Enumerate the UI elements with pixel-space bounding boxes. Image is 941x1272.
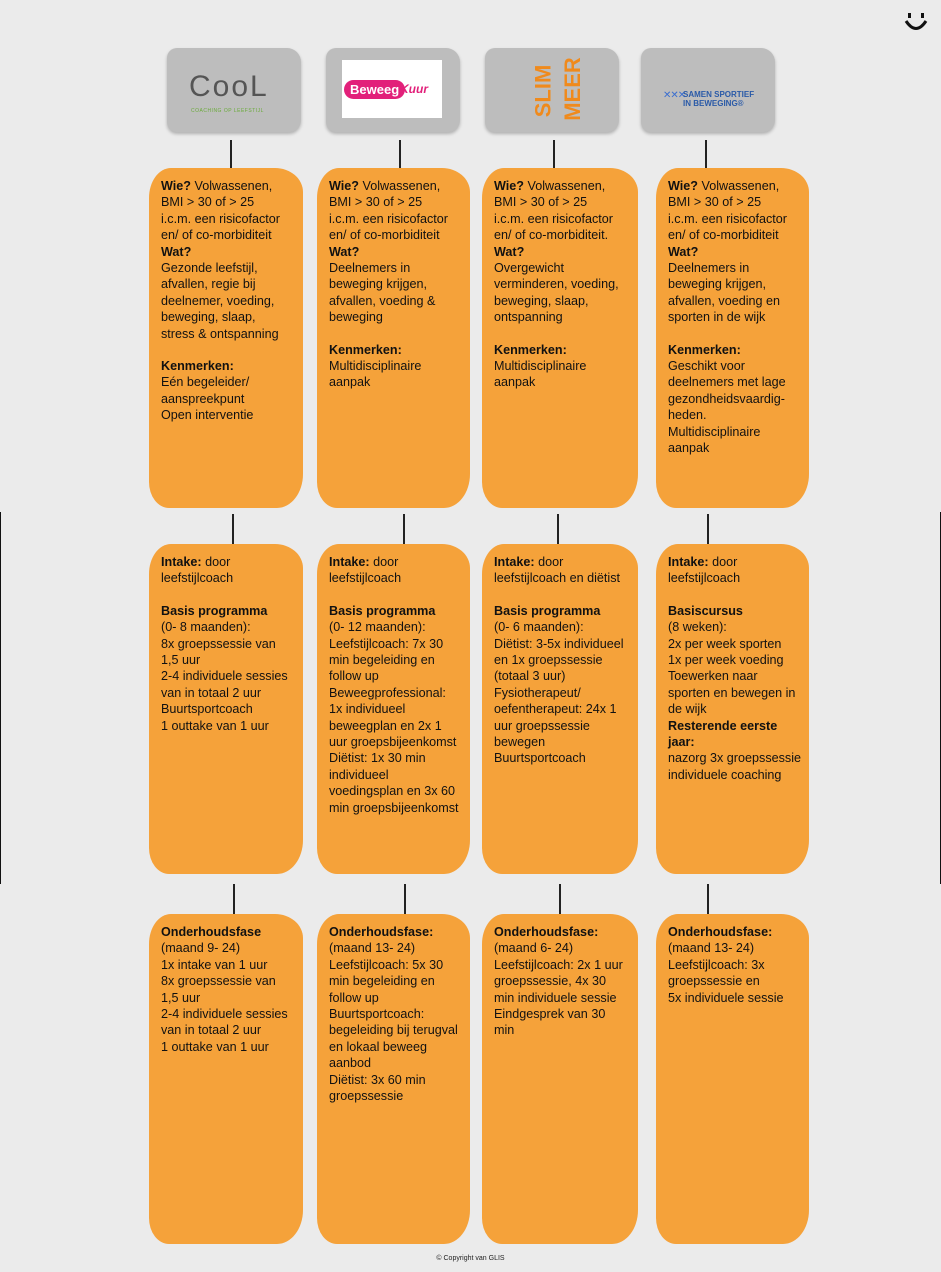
box-line: leefstijlcoach	[668, 571, 741, 586]
box-line: bewegen	[494, 735, 546, 750]
box-line: (maand 13- 24)	[329, 941, 416, 956]
box-line: (maand 6- 24)	[494, 941, 574, 956]
box-line: Deelnemers in	[668, 261, 750, 276]
box-line: Basis programma	[494, 603, 601, 618]
logo-cool-subtitle: COACHING OP LEEFSTIJL	[191, 108, 264, 114]
box-line: Gezonde leefstijl,	[161, 261, 258, 276]
box-line: Basis programma	[161, 603, 268, 618]
spacer	[329, 326, 466, 342]
box-line: Onderhoudsfase:	[494, 925, 599, 939]
box-line: verminderen, voeding,	[494, 277, 619, 292]
box-line: ontspanning	[494, 310, 563, 325]
box-line: afvallen, voeding en	[668, 293, 781, 308]
box-line: beweging	[329, 310, 383, 325]
box-line: deelnemers met lage	[668, 375, 786, 390]
box-line: beweging, slaap,	[161, 310, 256, 325]
connector	[404, 884, 406, 916]
box-basis-programma	[482, 544, 638, 874]
box-line: en/ of co-morbiditeit	[161, 228, 272, 243]
box-line: i.c.m. een risicofactor	[329, 211, 448, 226]
box-line: sporten en bewegen in	[668, 685, 796, 700]
box-line: nazorg 3x groepssessie	[668, 751, 802, 766]
logo-samen-sportief-subtitle: IN BEWEGING®	[683, 99, 744, 108]
box-line: Intake: door	[161, 555, 231, 569]
box-line: van in totaal 2 uur	[161, 1023, 262, 1038]
box-line: beweging krijgen,	[329, 277, 428, 292]
box-line: Multidisciplinaire	[494, 359, 587, 374]
box-line: groepssessie	[329, 1089, 404, 1104]
box-line: Basis programma	[329, 603, 436, 618]
box-line: Multidisciplinaire	[329, 359, 422, 374]
connector	[403, 514, 405, 546]
connector	[557, 514, 559, 546]
box-onderhoudsfase	[317, 914, 470, 1244]
box-line: Eén begeleider/	[161, 375, 250, 390]
spacer	[668, 326, 805, 342]
left-edge-line	[0, 512, 1, 884]
box-line: (maand 13- 24)	[668, 941, 755, 956]
spacer	[494, 587, 634, 603]
box-line: aanpak	[329, 375, 371, 390]
box-line: Wat?	[494, 244, 525, 259]
logo-beweegkuur-text: Beweeg	[344, 80, 405, 99]
box-line: Toewerken naar	[668, 669, 758, 684]
column-slimmer	[485, 0, 635, 1272]
box-line: beweging krijgen,	[668, 277, 767, 292]
box-line: Fysiotherapeut/	[494, 685, 581, 700]
box-line: (0- 6 maanden):	[494, 620, 584, 635]
box-line: Open interventie	[161, 408, 254, 423]
box-line: Kenmerken:	[494, 342, 567, 357]
box-basis-programma	[149, 544, 303, 874]
box-line: aanspreekpunt	[161, 391, 245, 406]
logo-samen-sportief-text: SAMEN SPORTIEF	[683, 90, 755, 99]
logo-cool	[167, 48, 301, 132]
box-who-what	[317, 168, 470, 508]
box-line: Diëtist: 3x 60 min	[329, 1072, 426, 1087]
box-line: 2-4 individuele sessies	[161, 669, 288, 684]
connector	[707, 514, 709, 546]
logo-slimmer-text: SLIM	[530, 64, 556, 118]
box-line: stress & ontspanning	[161, 326, 279, 341]
box-line: Kenmerken:	[161, 359, 234, 374]
box-line: afvallen, regie bij	[161, 277, 256, 292]
logo-beweegkuur	[326, 48, 460, 132]
box-line: Buurtsportcoach	[494, 751, 586, 766]
column-beweegkuur	[326, 0, 476, 1272]
logo-beweegkuur-subtitle: Kuur	[400, 82, 428, 96]
smiley-icon	[903, 10, 929, 36]
box-line: Kenmerken:	[329, 342, 402, 357]
spacer	[329, 587, 466, 603]
box-line: groepssessie en	[668, 974, 760, 989]
box-line: gezondheidsvaardig-	[668, 391, 785, 406]
connector	[707, 884, 709, 916]
box-line: en 1x groepssessie	[494, 653, 603, 668]
box-line: Eindgesprek van 30	[494, 1007, 606, 1022]
spacer	[161, 342, 299, 358]
box-line: (8 weken):	[668, 620, 727, 635]
connector	[559, 884, 561, 916]
box-line: BMI > 30 of > 25	[668, 195, 762, 210]
box-line: Kenmerken:	[668, 342, 741, 357]
box-line: Wat?	[668, 244, 699, 259]
box-onderhoudsfase	[149, 914, 303, 1244]
box-line: Multidisciplinaire	[668, 424, 761, 439]
connector	[232, 514, 234, 546]
box-line: BMI > 30 of > 25	[161, 195, 255, 210]
box-line: groepssessie, 4x 30	[494, 974, 607, 989]
connector	[233, 884, 235, 916]
box-line: 1 outtake van 1 uur	[161, 1039, 269, 1054]
box-line: 2x per week sporten	[668, 636, 782, 651]
box-line: 1x intake van 1 uur	[161, 957, 268, 972]
box-line: leefstijlcoach en diëtist	[494, 571, 621, 586]
box-line: min	[494, 1023, 515, 1038]
box-line: Leefstijlcoach: 5x 30	[329, 957, 444, 972]
box-line: Wie? Volwassenen,	[161, 179, 273, 193]
box-line: follow up	[329, 669, 379, 684]
box-line: min begeleiding en	[329, 974, 435, 989]
box-line: min begeleiding en	[329, 653, 435, 668]
connector	[705, 140, 707, 170]
box-line: Onderhoudsfase:	[668, 925, 773, 939]
spacer	[668, 587, 805, 603]
box-line: individuele coaching	[668, 767, 782, 782]
copyright-text: © Copyright van GLIS	[436, 1255, 505, 1262]
logo-slimmer	[485, 48, 619, 132]
box-line: (totaal 3 uur)	[494, 669, 566, 684]
logo-cool-text: CooL	[189, 70, 269, 103]
connector	[553, 140, 555, 170]
box-line: Onderhoudsfase:	[329, 925, 434, 939]
box-line: en/ of co-morbiditeit	[668, 228, 779, 243]
box-line: afvallen, voeding &	[329, 293, 436, 308]
box-line: Leefstijlcoach: 2x 1 uur	[494, 957, 623, 972]
box-line: 5x individuele sessie	[668, 990, 784, 1005]
box-line: Leefstijlcoach: 7x 30	[329, 636, 444, 651]
box-line: 1,5 uur	[161, 653, 201, 668]
box-line: follow up	[329, 990, 379, 1005]
box-line: jaar:	[668, 735, 695, 750]
connector	[230, 140, 232, 170]
box-line: Wie? Volwassenen,	[668, 179, 780, 193]
box-line: Wie? Volwassenen,	[494, 179, 606, 193]
box-who-what	[656, 168, 809, 508]
box-line: 1x individueel	[329, 702, 406, 717]
box-line: van in totaal 2 uur	[161, 685, 262, 700]
box-line: Onderhoudsfase	[161, 925, 262, 939]
box-line: sporten in de wijk	[668, 310, 766, 325]
box-line: Leefstijlcoach: 3x	[668, 957, 765, 972]
box-line: (maand 9- 24)	[161, 941, 241, 956]
box-basis-programma	[317, 544, 470, 874]
box-line: Deelnemers in	[329, 261, 411, 276]
box-line: 2-4 individuele sessies	[161, 1007, 288, 1022]
box-line: uur groepssessie	[494, 718, 590, 733]
box-line: en/ of co-morbiditeit.	[494, 228, 609, 243]
box-line: 8x groepssessie van	[161, 974, 276, 989]
box-line: min individuele sessie	[494, 990, 617, 1005]
box-line: Resterende eerste	[668, 718, 778, 733]
box-line: BMI > 30 of > 25	[329, 195, 423, 210]
box-line: en lokaal beweeg	[329, 1039, 428, 1054]
box-line: i.c.m. een risicofactor	[668, 211, 787, 226]
box-line: Intake: door	[668, 555, 738, 569]
box-line: de wijk	[668, 702, 707, 717]
logo-samen-sportief	[641, 48, 775, 132]
box-line: beweging, slaap,	[494, 293, 589, 308]
logo-figures-icon: ✕✕✕	[663, 90, 686, 101]
box-basis-programma	[656, 544, 809, 874]
box-line: Wie? Volwassenen,	[329, 179, 441, 193]
box-line: Wat?	[161, 244, 192, 259]
box-onderhoudsfase	[656, 914, 809, 1244]
box-line: Diëtist: 3-5x individueel	[494, 636, 624, 651]
box-line: begeleiding bij terugval	[329, 1023, 458, 1038]
box-line: Intake: door	[329, 555, 399, 569]
box-line: Wat?	[329, 244, 360, 259]
box-line: BMI > 30 of > 25	[494, 195, 588, 210]
box-line: Buurtsportcoach:	[329, 1007, 425, 1022]
column-samen-sportief	[641, 0, 802, 1272]
box-line: leefstijlcoach	[329, 571, 402, 586]
spacer	[161, 587, 299, 603]
logo-slimmer-subtitle: MEER	[559, 57, 585, 121]
box-onderhoudsfase	[482, 914, 638, 1244]
box-line: (0- 12 maanden):	[329, 620, 426, 635]
box-line: beweegplan en 2x 1	[329, 718, 442, 733]
box-line: 8x groepssessie van	[161, 636, 276, 651]
connector	[399, 140, 401, 170]
box-line: Buurtsportcoach	[161, 702, 253, 717]
box-line: individueel	[329, 767, 389, 782]
box-line: voedingsplan en 3x 60	[329, 784, 456, 799]
box-line: Diëtist: 1x 30 min	[329, 751, 426, 766]
box-who-what	[482, 168, 638, 508]
box-line: leefstijlcoach	[161, 571, 234, 586]
box-line: Beweegprofessional:	[329, 685, 446, 700]
box-line: heden.	[668, 408, 707, 423]
box-line: en/ of co-morbiditeit	[329, 228, 440, 243]
box-line: Geschikt voor	[668, 359, 745, 374]
box-line: i.c.m. een risicofactor	[161, 211, 280, 226]
box-who-what	[149, 168, 303, 508]
box-line: uur groepsbijeenkomst	[329, 735, 457, 750]
column-cool	[161, 0, 317, 1272]
box-line: Basiscursus	[668, 603, 743, 618]
box-line: (0- 8 maanden):	[161, 620, 251, 635]
box-line: oefentherapeut: 24x 1	[494, 702, 617, 717]
box-line: 1,5 uur	[161, 990, 201, 1005]
box-line: 1 outtake van 1 uur	[161, 718, 269, 733]
box-line: deelnemer, voeding,	[161, 293, 275, 308]
box-line: Intake: door	[494, 555, 564, 569]
box-line: aanpak	[494, 375, 536, 390]
box-line: Overgewicht	[494, 261, 564, 276]
box-line: i.c.m. een risicofactor	[494, 211, 613, 226]
box-line: aanbod	[329, 1056, 372, 1071]
spacer	[494, 326, 634, 342]
box-line: aanpak	[668, 441, 710, 456]
box-line: 1x per week voeding	[668, 653, 784, 668]
box-line: min groepsbijeenkomst	[329, 800, 459, 815]
